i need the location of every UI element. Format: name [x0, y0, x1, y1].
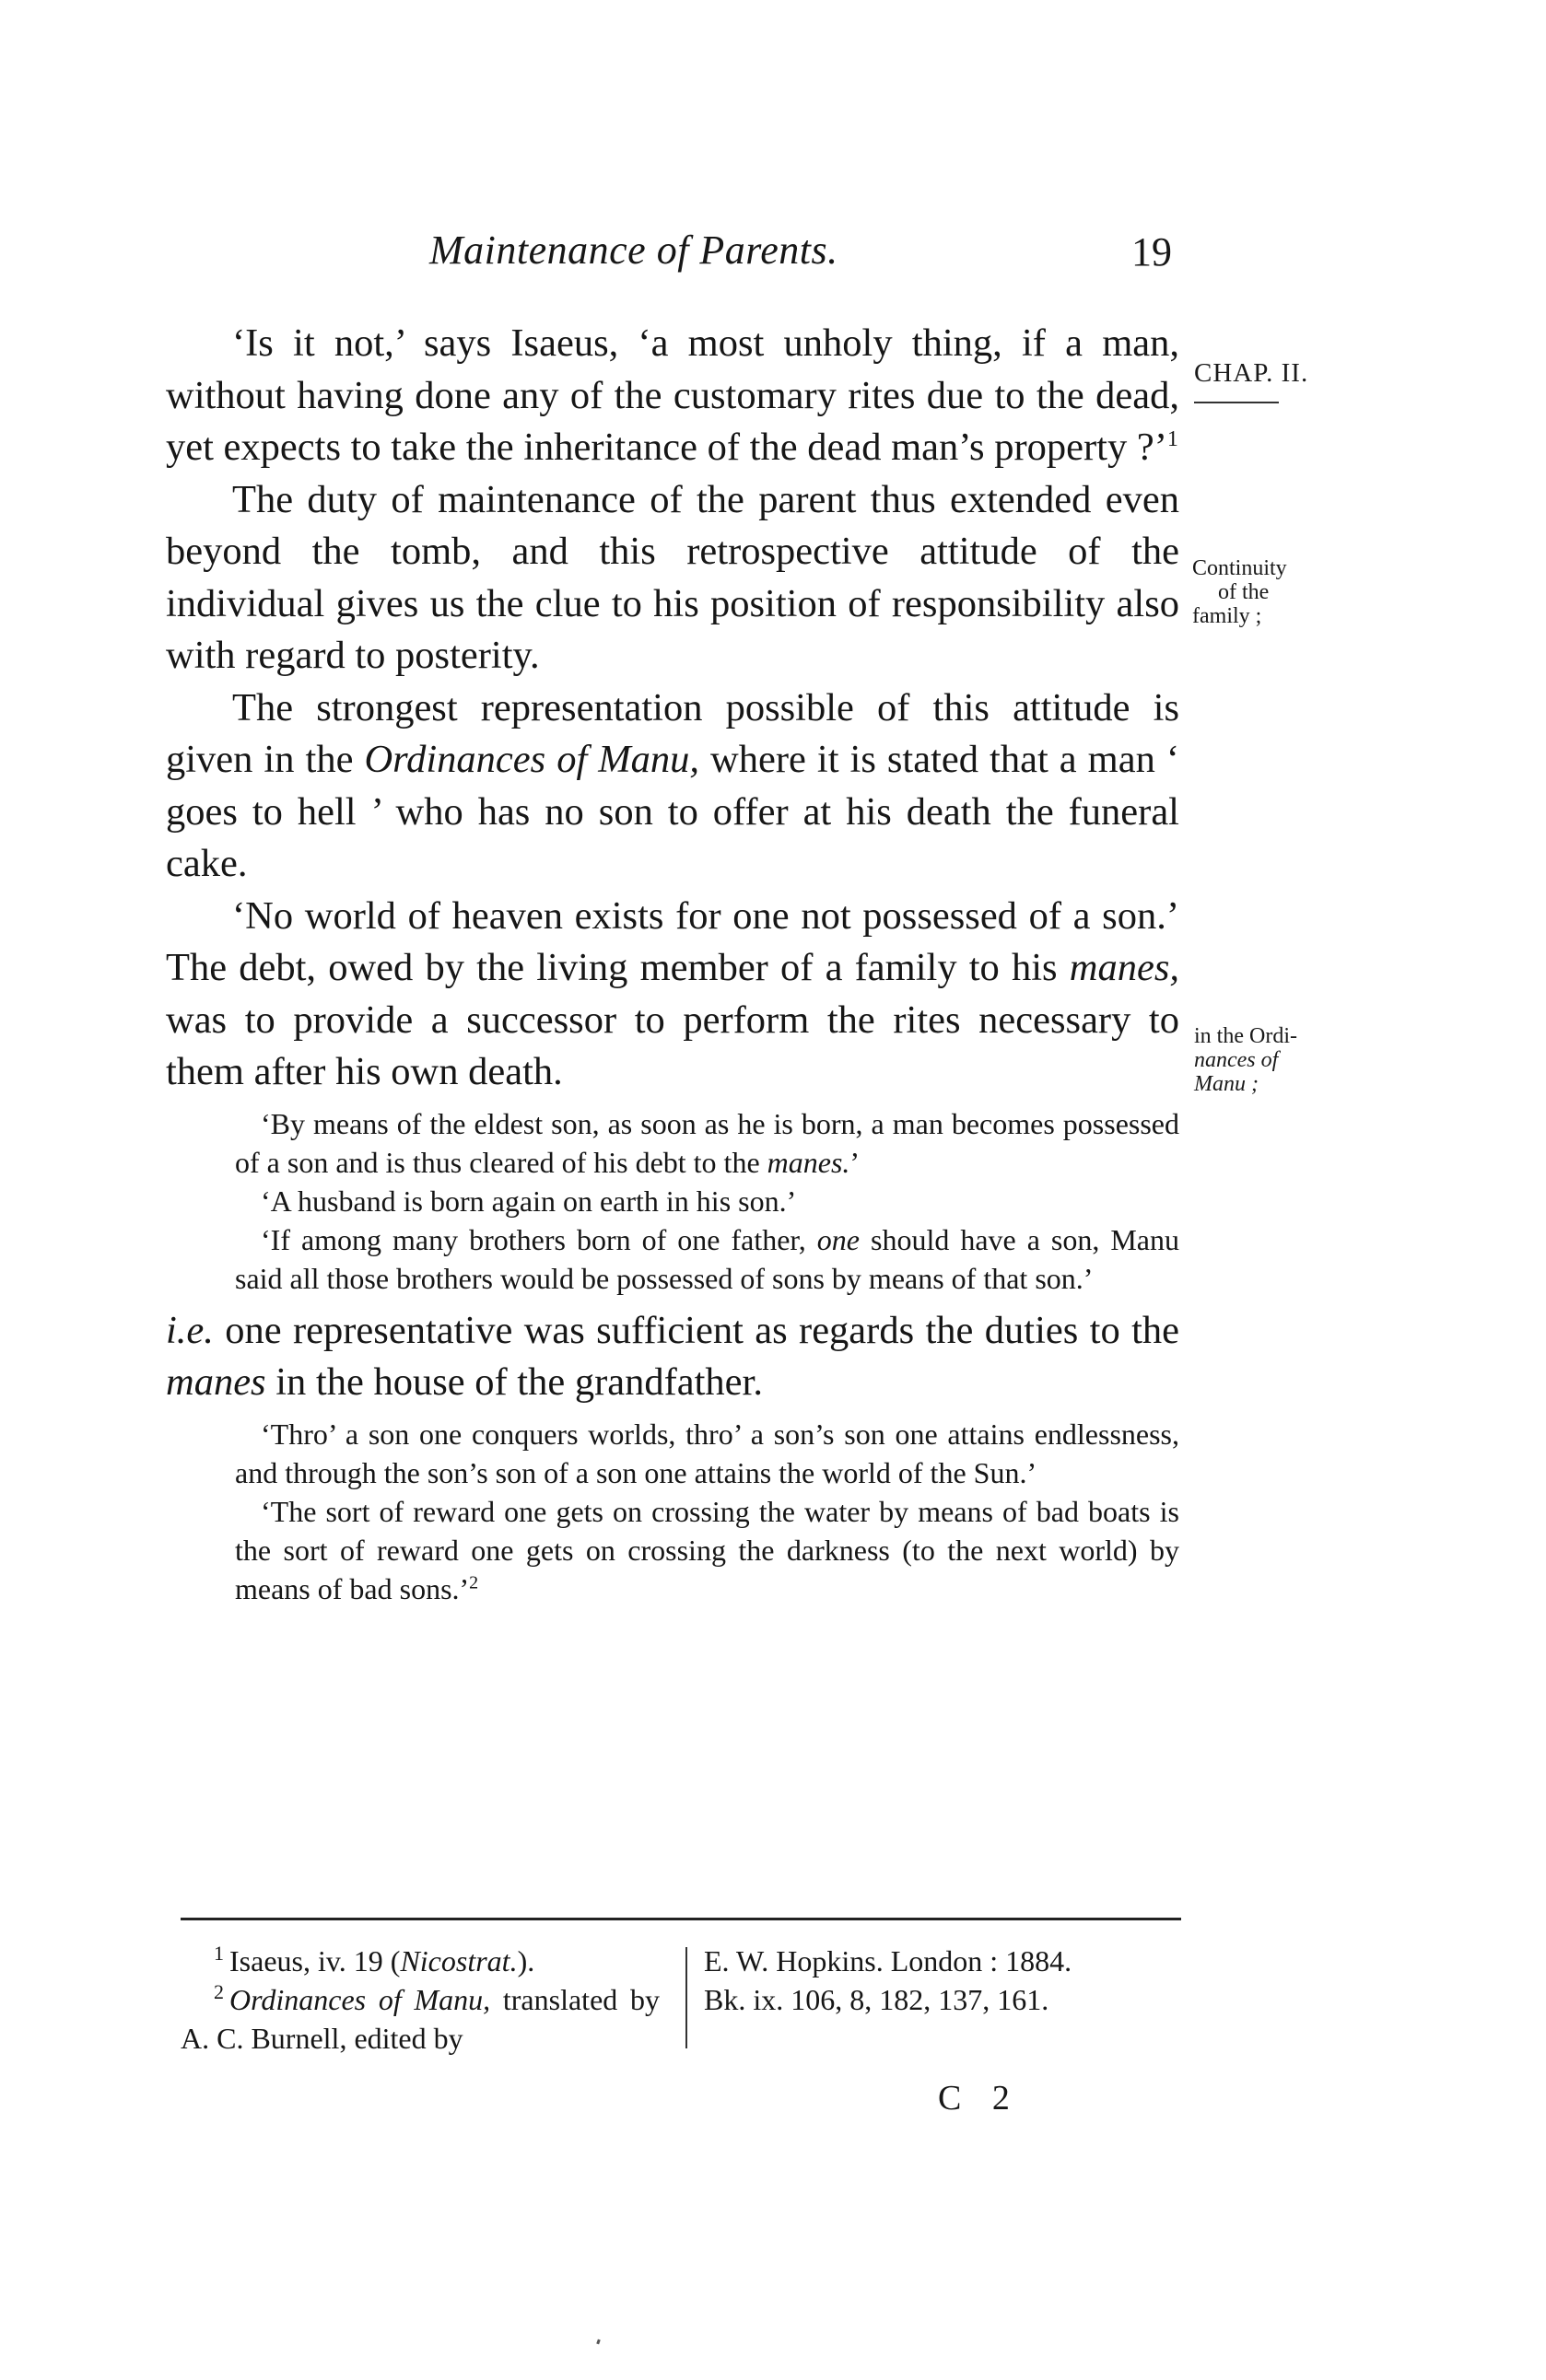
paragraph-text: The strongest representation possible of this attitude is given in the [166, 685, 1179, 781]
footnote-text: ). [517, 1944, 535, 1978]
footnote-ref: 2 [469, 1571, 479, 1592]
paragraph-duty-of-maintenance: The duty of maintenance of the parent thus extended even beyond the tomb, and this retrospective attitude of the individual gives us the clue to his position of responsibility also with regard to posterity. [166, 477, 1179, 677]
main-text [166, 318, 1179, 1608]
quote-husband-born-again: ‘A husband is born again on earth in his son.’ [261, 1184, 797, 1218]
footnote-1 [181, 1942, 660, 1980]
footnote-number: 2 [214, 1980, 224, 2004]
running-header-title: Maintenance of Parents. [429, 228, 838, 273]
quote-text: should have a son, Manu said all those brothers would be possessed of sons by means of that son.’ [235, 1222, 1180, 1295]
quote-text: ‘The sort of reward one gets on crossing the water by means of bad boats is the sort of reward one gets on crossing the darkness (to the next world) by means of bad sons.’ [235, 1494, 1179, 1605]
footnote-column-divider [685, 1947, 687, 2048]
paragraph-strongest-representation [166, 682, 1179, 891]
emphasis-one: one [816, 1222, 860, 1256]
signature-mark: C 2 [938, 2079, 1021, 2118]
paragraph-text: one representative was sufficient as regards the duties to the [213, 1308, 1179, 1352]
margin-note-continuity [1192, 556, 1330, 628]
work-title: Nicostrat. [400, 1944, 518, 1978]
footnote-ref: 1 [1166, 426, 1178, 451]
margin-note-line: of the [1218, 580, 1270, 604]
paragraph-text: where it is stated that a man ‘ goes to hell ’ who has no son to offer at his death the funeral cake. [166, 738, 1179, 885]
quote-block-1 [235, 1104, 1179, 1298]
chapter-dash [1194, 402, 1279, 403]
footnote-2 [181, 1980, 660, 2058]
footnote-2-continued: Bk. ix. 106, 8, 182, 137, 161. [704, 1983, 1049, 2016]
footnote-2-continued: E. W. Hopkins. London : 1884. [704, 1944, 1072, 1978]
abbrev-ie: i.e. [166, 1308, 214, 1352]
footnotes-left-column [181, 1942, 660, 2058]
footnote-text: Isaeus, iv. 19 ( [229, 1944, 401, 1978]
paragraph-text: ‘Is it not,’ says Isaeus, ‘a most unholy thing, if a man, without having done any of the customary rites due to the dead, yet expects to take the inheritance of the dead man’s property ?’ [166, 321, 1179, 469]
footnote-number: 1 [214, 1942, 224, 1966]
margin-note-line: nances of [1194, 1048, 1279, 1072]
quote-eldest-son [235, 1104, 1179, 1182]
chapter-label: CHAP. II. [1194, 358, 1309, 388]
page-number: 19 [1131, 229, 1172, 274]
paragraph-text: ‘No world of heaven exists for one not possessed of a son.’ The debt, owed by the living member of a family to his [166, 893, 1179, 989]
paper-speck [596, 2339, 601, 2345]
quote-bad-boats [235, 1492, 1179, 1608]
footnote-rule [181, 1918, 1181, 1920]
term-manes: manes. [767, 1145, 850, 1179]
quote-text: ’ [849, 1145, 861, 1179]
paragraph-isaeus-quote [166, 318, 1179, 474]
paragraph-text: was to provide a successor to perform the rites necessary to them after his own death. [166, 998, 1179, 1093]
margin-note-line: in the Ordi- [1194, 1024, 1297, 1048]
term-manes: manes [166, 1360, 266, 1404]
quote-many-brothers [235, 1220, 1179, 1298]
paragraph-text: in the house of the grandfather. [265, 1360, 763, 1404]
footnote-text: translated by A. C. Burnell, edited by [181, 1983, 660, 2055]
margin-note-line: Continuity [1192, 556, 1287, 580]
quote-thro-a-son: ‘Thro’ a son one conquers worlds, thro’ a son’s son one attains endlessness, and through the son’s son of a son one attains the world of the Sun.’ [235, 1417, 1179, 1489]
margin-note-line: family ; [1192, 604, 1262, 628]
footnotes-right-column [704, 1942, 1201, 2019]
margin-note-line: Manu ; [1194, 1072, 1259, 1096]
paragraph-ie-representative [166, 1305, 1179, 1409]
work-title: Ordinances of Manu, [364, 738, 700, 781]
term-manes: manes, [1069, 946, 1179, 989]
quote-block-2 [235, 1415, 1179, 1608]
paragraph-no-world-of-heaven [166, 891, 1179, 1099]
margin-note-ordinances [1194, 1024, 1341, 1096]
quote-text: ‘If among many brothers born of one father, [261, 1222, 817, 1256]
work-title: Ordinances of Manu, [229, 1983, 491, 2016]
quote-text: ‘By means of the eldest son, as soon as he is born, a man becomes possessed of a son and is thus cleared of his debt to the [235, 1106, 1179, 1179]
